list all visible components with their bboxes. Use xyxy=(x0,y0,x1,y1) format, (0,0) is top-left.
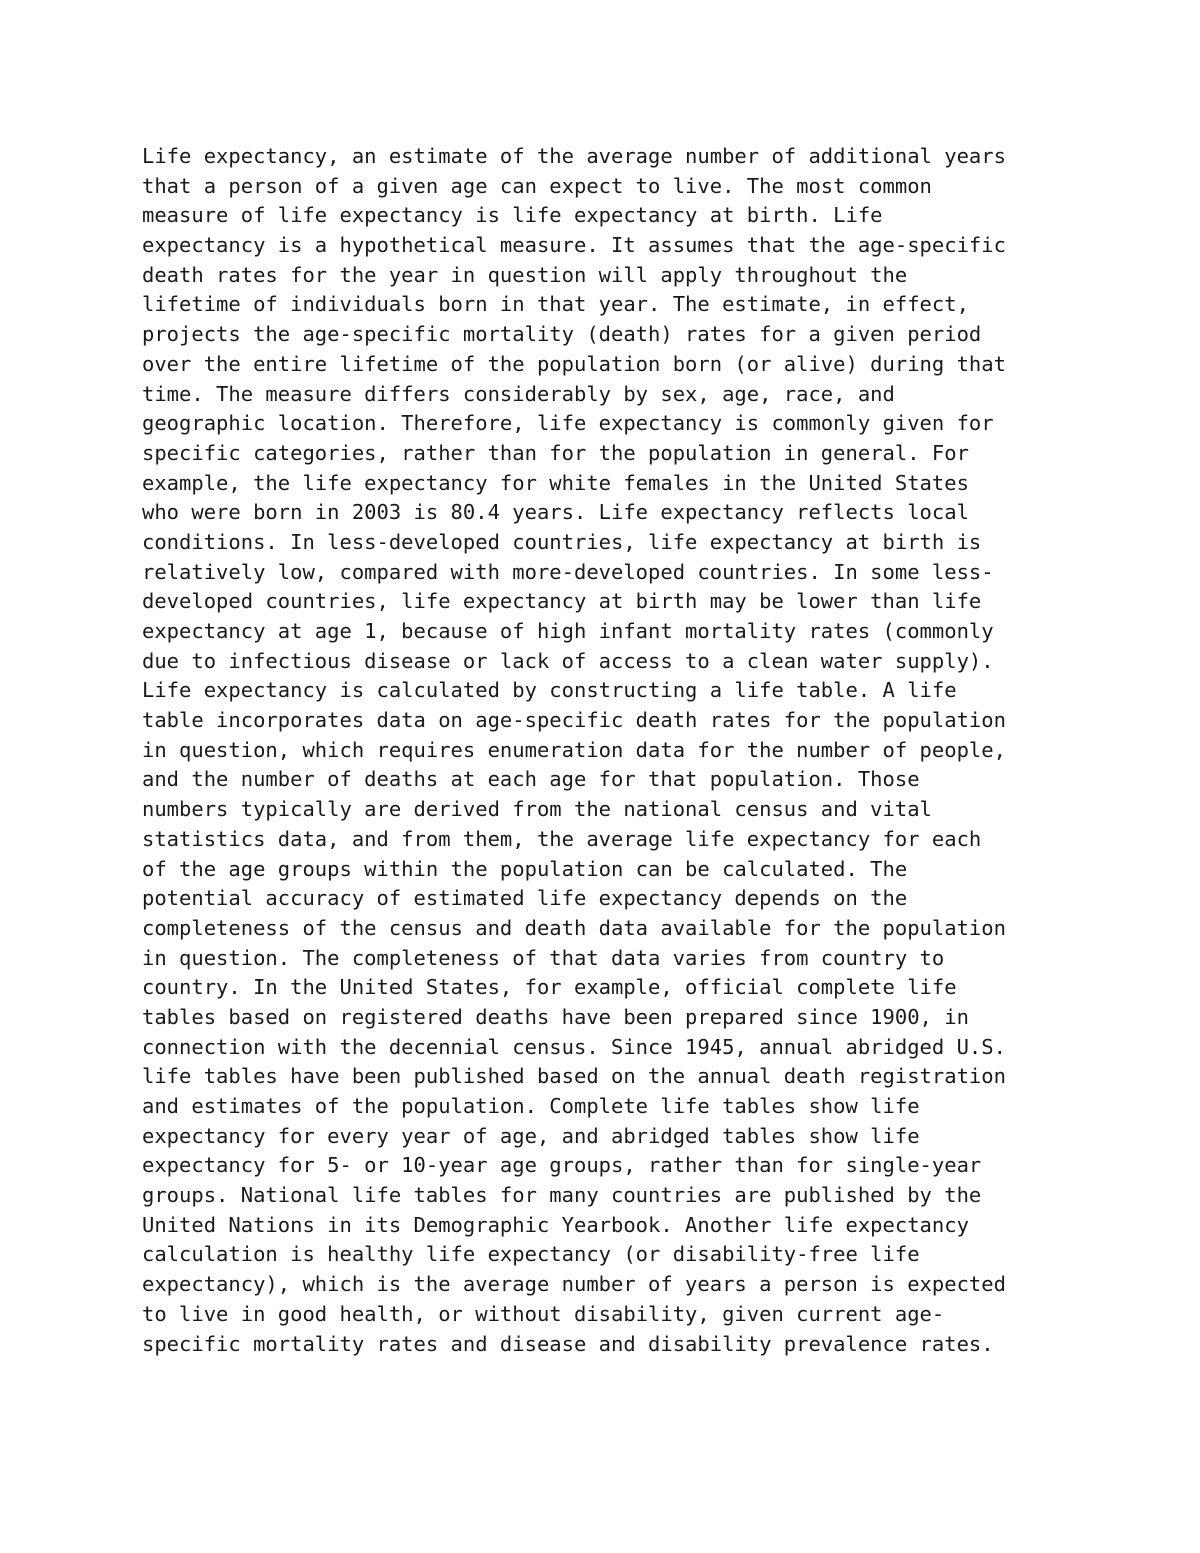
text-line: expectancy), which is the average number of years a person is expected xyxy=(142,1272,1006,1297)
text-line: specific mortality rates and disease and disability prevalence rates. xyxy=(142,1331,994,1356)
text-line: of the age groups within the population can be calculated. The xyxy=(142,856,908,881)
text-line: expectancy at age 1, because of high infant mortality rates (commonly xyxy=(142,619,994,643)
text-line: and estimates of the population. Complete life tables show life xyxy=(142,1094,920,1118)
text-line: life tables have been published based on the annual death registration xyxy=(142,1064,1006,1089)
text-line: numbers typically are derived from the national census and vital xyxy=(142,797,932,822)
text-line: Life expectancy is calculated by constructing a life table. A life xyxy=(142,678,957,703)
text-line: lifetime of individuals born in that year. The estimate, in effect, xyxy=(142,292,969,317)
text-line: connection with the decennial census. Since 1945, annual abridged U.S. xyxy=(142,1034,1006,1059)
text-line: potential accuracy of estimated life expectancy depends on the xyxy=(142,886,908,911)
text-line: who were born in 2003 is 80.4 years. Life expectancy reflects local xyxy=(142,500,969,525)
text-line: calculation is healthy life expectancy (or disability-free life xyxy=(142,1242,920,1267)
text-line: table incorporates data on age-specific death rates for the population xyxy=(142,708,1006,733)
text-line: expectancy for 5- or 10-year age groups, rather than for single-year xyxy=(142,1153,982,1178)
body-text xyxy=(142,142,1062,1359)
text-line: statistics data, and from them, the average life expectancy for each xyxy=(142,826,982,851)
text-line: expectancy for every year of age, and abridged tables show life xyxy=(142,1123,920,1148)
text-line: in question, which requires enumeration data for the number of people, xyxy=(142,737,1006,762)
text-line: relatively low, compared with more-developed countries. In some less- xyxy=(142,559,994,584)
text-line: that a person of a given age can expect to live. The most common xyxy=(142,173,932,198)
text-line: to live in good health, or without disability, given current age- xyxy=(142,1301,945,1326)
text-line: in question. The completeness of that data varies from country to xyxy=(142,945,945,970)
text-line: and the number of deaths at each age for that population. Those xyxy=(142,767,920,792)
text-line: example, the life expectancy for white females in the United States xyxy=(142,470,969,495)
text-line: completeness of the census and death data available for the population xyxy=(142,915,1006,940)
text-line: specific categories, rather than for the population in general. For xyxy=(142,440,969,465)
text-line: developed countries, life expectancy at birth may be lower than life xyxy=(142,589,982,614)
text-line: expectancy is a hypothetical measure. It assumes that the age-specific xyxy=(142,233,1006,258)
text-line: country. In the United States, for example, official complete life xyxy=(142,975,957,1000)
text-line: due to infectious disease or lack of access to a clean water supply). xyxy=(142,648,994,673)
text-line: time. The measure differs considerably by sex, age, race, and xyxy=(142,381,895,406)
text-line: projects the age-specific mortality (death) rates for a given period xyxy=(142,322,982,347)
text-line: geographic location. Therefore, life expectancy is commonly given for xyxy=(142,411,994,436)
text-line: conditions. In less-developed countries, life expectancy at birth is xyxy=(142,529,982,554)
text-line: United Nations in its Demographic Yearbook. Another life expectancy xyxy=(142,1212,969,1237)
text-line: over the entire lifetime of the population born (or alive) during that xyxy=(142,351,1006,376)
text-line: death rates for the year in question will apply throughout the xyxy=(142,262,908,287)
text-line: tables based on registered deaths have been prepared since 1900, in xyxy=(142,1004,969,1029)
text-line: groups. National life tables for many countries are published by the xyxy=(142,1183,982,1208)
text-line: measure of life expectancy is life expectancy at birth. Life xyxy=(142,203,883,228)
text-line: Life expectancy, an estimate of the average number of additional years xyxy=(142,144,1006,168)
